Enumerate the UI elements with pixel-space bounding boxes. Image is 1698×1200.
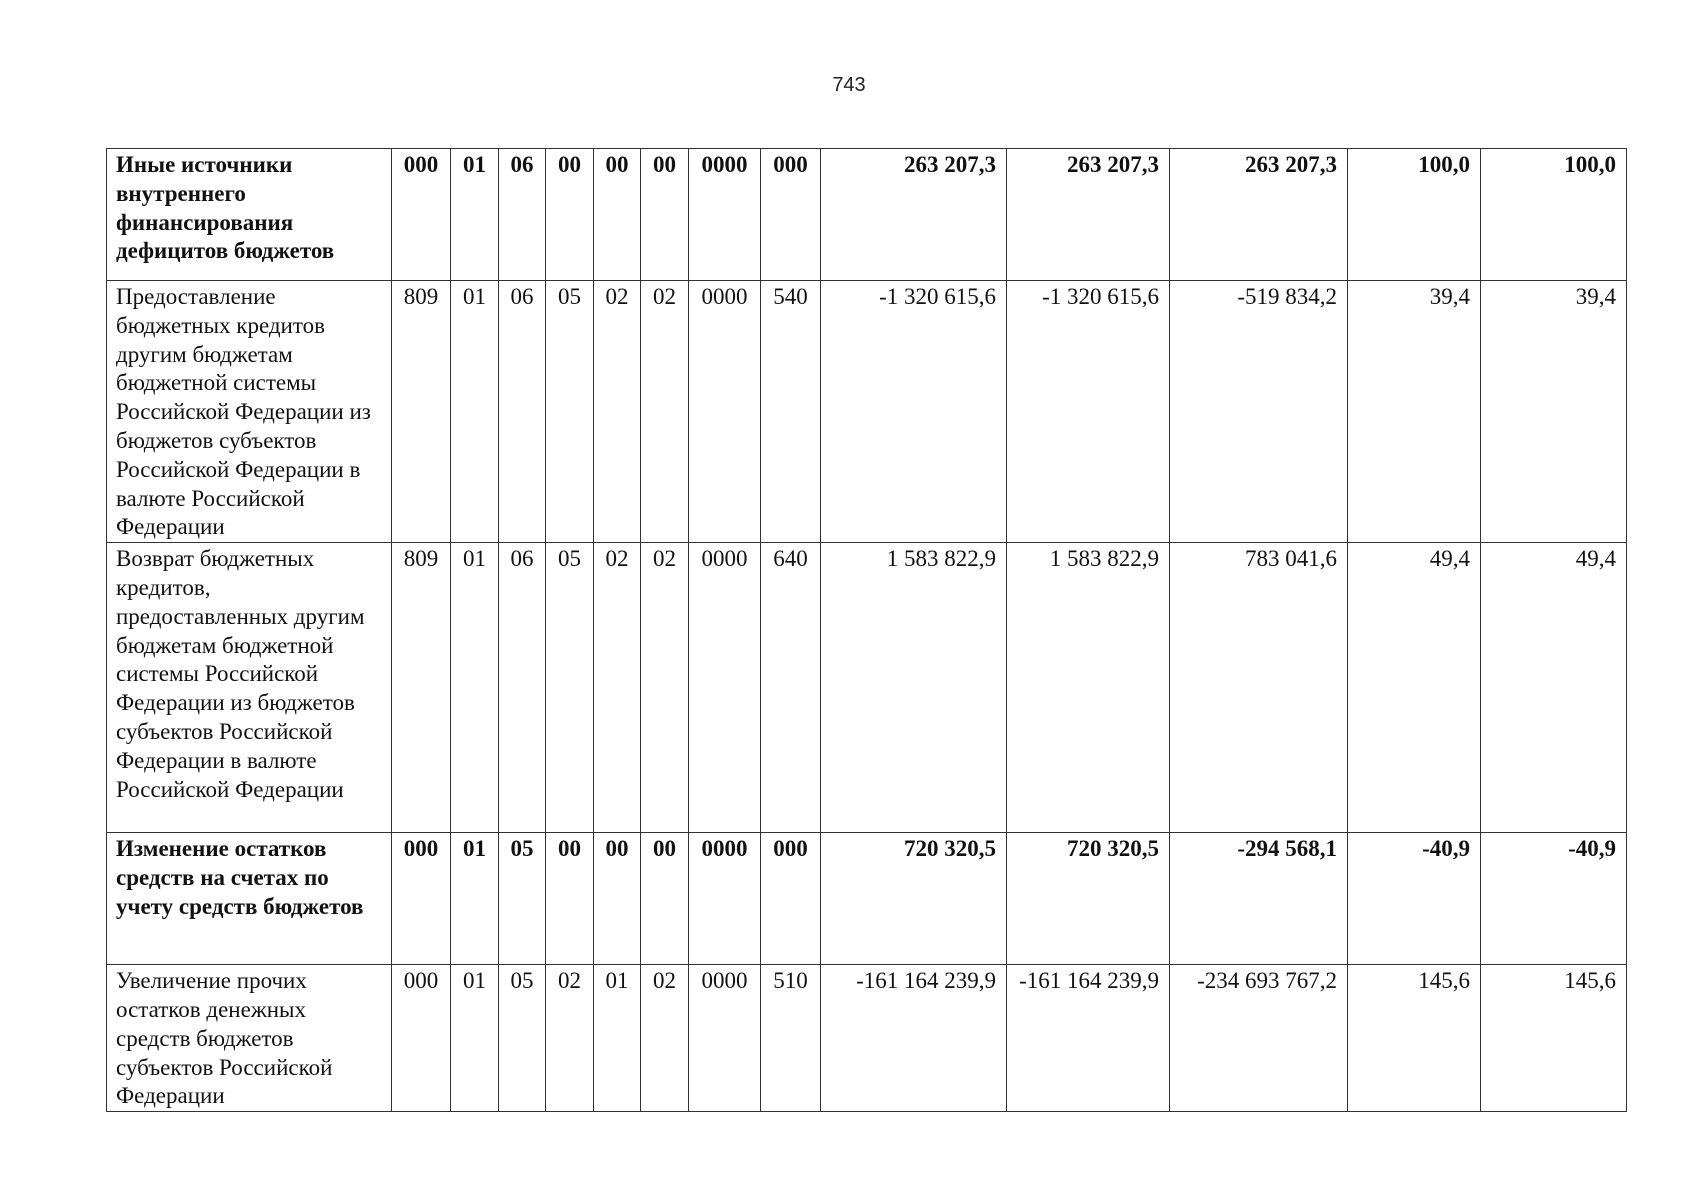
execution-percent-cell: -40,9 — [1348, 833, 1481, 965]
economic-class-code-cell: 000 — [761, 149, 821, 281]
source-name-cell: Предоставление бюджетных кредитов другим бюджетам бюджетной системы Российской Федерации из бюджетов субъектов Российской Федерации в валюте Российской Федерации — [107, 281, 392, 543]
executed-amount-cell: 263 207,3 — [1170, 149, 1348, 281]
element-code-cell: 00 — [641, 833, 689, 965]
table-row — [107, 833, 1627, 965]
executed-amount-cell: -519 834,2 — [1170, 281, 1348, 543]
execution-percent-plan-cell: 39,4 — [1481, 281, 1627, 543]
execution-percent-cell: 100,0 — [1348, 149, 1481, 281]
source-name-cell: Увеличение прочих остатков денежных средств бюджетов субъектов Российской Федерации — [107, 965, 392, 1112]
approved-amount-cell: 1 583 822,9 — [821, 543, 1007, 833]
execution-percent-plan-cell: 49,4 — [1481, 543, 1627, 833]
article-code-cell: 05 — [546, 281, 594, 543]
program-code-cell: 0000 — [689, 833, 761, 965]
execution-percent-cell: 49,4 — [1348, 543, 1481, 833]
element-code-cell: 02 — [641, 965, 689, 1112]
program-code-cell: 0000 — [689, 543, 761, 833]
admin-code-cell: 000 — [392, 833, 451, 965]
page-number: 743 — [832, 74, 866, 96]
planned-amount-cell: 720 320,5 — [1007, 833, 1170, 965]
group-code-cell: 01 — [451, 149, 499, 281]
execution-percent-plan-cell: 100,0 — [1481, 149, 1627, 281]
execution-percent-plan-cell: -40,9 — [1481, 833, 1627, 965]
approved-amount-cell: -161 164 239,9 — [821, 965, 1007, 1112]
execution-percent-cell: 145,6 — [1348, 965, 1481, 1112]
subgroup-code-cell: 06 — [499, 281, 546, 543]
economic-class-code-cell: 540 — [761, 281, 821, 543]
planned-amount-cell: 1 583 822,9 — [1007, 543, 1170, 833]
subarticle-code-cell: 01 — [594, 965, 641, 1112]
planned-amount-cell: -161 164 239,9 — [1007, 965, 1170, 1112]
table-row — [107, 281, 1627, 543]
subgroup-code-cell: 05 — [499, 833, 546, 965]
subgroup-code-cell: 06 — [499, 149, 546, 281]
executed-amount-cell: -294 568,1 — [1170, 833, 1348, 965]
admin-code-cell: 809 — [392, 543, 451, 833]
approved-amount-cell: 720 320,5 — [821, 833, 1007, 965]
article-code-cell: 00 — [546, 149, 594, 281]
table-row — [107, 965, 1627, 1112]
economic-class-code-cell: 640 — [761, 543, 821, 833]
economic-class-code-cell: 000 — [761, 833, 821, 965]
article-code-cell: 05 — [546, 543, 594, 833]
executed-amount-cell: -234 693 767,2 — [1170, 965, 1348, 1112]
group-code-cell: 01 — [451, 543, 499, 833]
source-name-cell: Возврат бюджетных кредитов, предоставленных другим бюджетам бюджетной системы Российской Федерации из бюджетов субъектов Российской Федерации в валюте Российской Федерации — [107, 543, 392, 833]
approved-amount-cell: 263 207,3 — [821, 149, 1007, 281]
subarticle-code-cell: 00 — [594, 833, 641, 965]
execution-percent-cell: 39,4 — [1348, 281, 1481, 543]
source-name-cell: Изменение остатков средств на счетах по учету средств бюджетов — [107, 833, 392, 965]
element-code-cell: 02 — [641, 281, 689, 543]
element-code-cell: 00 — [641, 149, 689, 281]
admin-code-cell: 809 — [392, 281, 451, 543]
element-code-cell: 02 — [641, 543, 689, 833]
group-code-cell: 01 — [451, 833, 499, 965]
group-code-cell: 01 — [451, 281, 499, 543]
admin-code-cell: 000 — [392, 965, 451, 1112]
subarticle-code-cell: 02 — [594, 543, 641, 833]
approved-amount-cell: -1 320 615,6 — [821, 281, 1007, 543]
article-code-cell: 02 — [546, 965, 594, 1112]
budget-sources-table — [106, 148, 1627, 1112]
subarticle-code-cell: 02 — [594, 281, 641, 543]
program-code-cell: 0000 — [689, 281, 761, 543]
program-code-cell: 0000 — [689, 149, 761, 281]
table-row — [107, 543, 1627, 833]
executed-amount-cell: 783 041,6 — [1170, 543, 1348, 833]
subgroup-code-cell: 05 — [499, 965, 546, 1112]
admin-code-cell: 000 — [392, 149, 451, 281]
economic-class-code-cell: 510 — [761, 965, 821, 1112]
source-name-cell: Иные источники внутреннего финансирования дефицитов бюджетов — [107, 149, 392, 281]
table-row — [107, 149, 1627, 281]
group-code-cell: 01 — [451, 965, 499, 1112]
article-code-cell: 00 — [546, 833, 594, 965]
planned-amount-cell: 263 207,3 — [1007, 149, 1170, 281]
subgroup-code-cell: 06 — [499, 543, 546, 833]
execution-percent-plan-cell: 145,6 — [1481, 965, 1627, 1112]
program-code-cell: 0000 — [689, 965, 761, 1112]
planned-amount-cell: -1 320 615,6 — [1007, 281, 1170, 543]
subarticle-code-cell: 00 — [594, 149, 641, 281]
